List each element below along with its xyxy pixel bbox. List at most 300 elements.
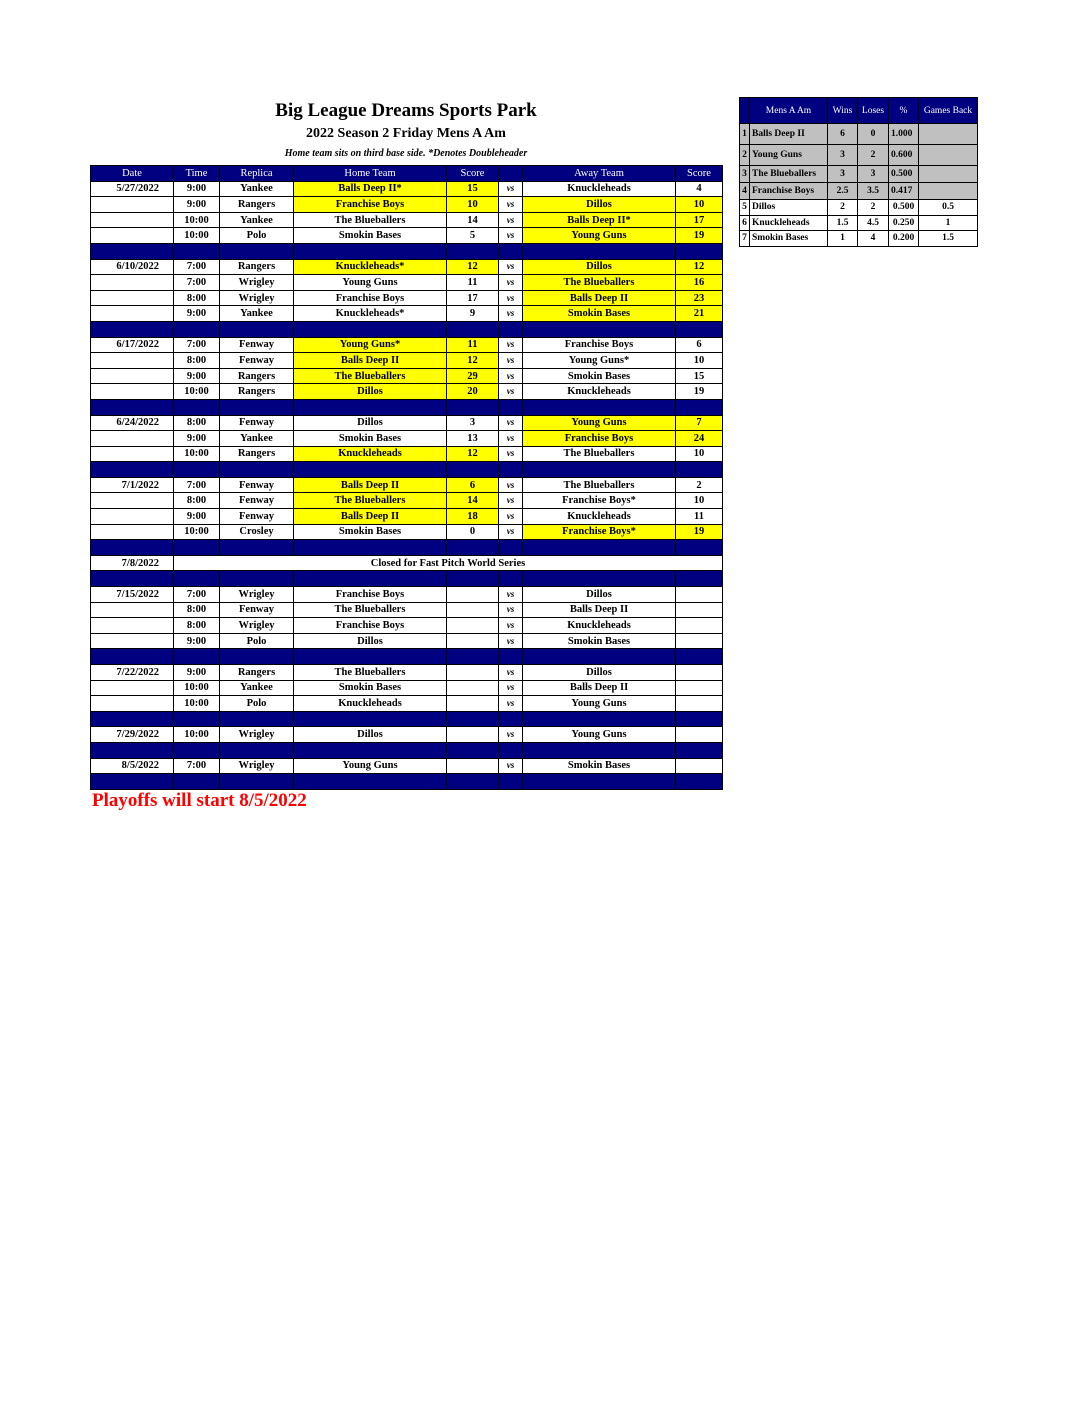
standings-team: Balls Deep II	[750, 124, 828, 145]
game-time: 8:00	[174, 290, 220, 306]
away-score: 10	[676, 493, 723, 509]
separator-cell	[220, 243, 294, 259]
page-note: Home team sits on third base side. *Denotes Doubleheader	[284, 148, 528, 159]
away-team: Franchise Boys	[523, 337, 676, 353]
standings-team: Dillos	[750, 200, 828, 216]
game-row	[91, 431, 723, 447]
separator-cell	[91, 649, 174, 665]
vs-label: vs	[499, 633, 523, 649]
week-separator-row	[91, 243, 723, 259]
home-team: The Blueballers	[294, 602, 447, 618]
standings-games-back	[919, 166, 978, 183]
standings-body	[740, 124, 978, 247]
game-date: 7/22/2022	[91, 665, 174, 681]
game-row	[91, 665, 723, 681]
game-time: 10:00	[174, 727, 220, 743]
separator-cell	[523, 571, 676, 587]
vs-label: vs	[499, 618, 523, 634]
standings-pct: 0.250	[889, 215, 919, 231]
game-time: 10:00	[174, 524, 220, 540]
game-time: 9:00	[174, 181, 220, 197]
separator-cell	[447, 321, 499, 337]
vs-label: vs	[499, 368, 523, 384]
page-header	[90, 98, 722, 163]
game-time: 9:00	[174, 306, 220, 322]
game-date: 7/15/2022	[91, 587, 174, 603]
game-date: 6/10/2022	[91, 259, 174, 275]
away-team: Knuckleheads	[523, 384, 676, 400]
standings-games-back: 1.5	[919, 231, 978, 247]
separator-cell	[174, 649, 220, 665]
vs-label: vs	[499, 290, 523, 306]
page-title: Big League Dreams Sports Park	[275, 100, 537, 121]
away-team: Dillos	[523, 665, 676, 681]
game-time: 8:00	[174, 415, 220, 431]
standings-team: Smokin Bases	[750, 231, 828, 247]
standings-wins: 2.5	[828, 183, 858, 200]
away-score: 21	[676, 306, 723, 322]
game-row	[91, 727, 723, 743]
separator-cell	[91, 742, 174, 758]
game-date	[91, 493, 174, 509]
away-team: Franchise Boys*	[523, 493, 676, 509]
game-row	[91, 602, 723, 618]
game-replica: Fenway	[220, 509, 294, 525]
separator-cell	[523, 742, 676, 758]
separator-cell	[499, 774, 523, 790]
away-team: The Blueballers	[523, 275, 676, 291]
separator-cell	[294, 243, 447, 259]
game-row	[91, 587, 723, 603]
game-row	[91, 290, 723, 306]
separator-cell	[220, 742, 294, 758]
home-team: Balls Deep II	[294, 509, 447, 525]
home-team: Knuckleheads	[294, 696, 447, 712]
standings-rank: 1	[740, 124, 750, 145]
game-row	[91, 275, 723, 291]
vs-label: vs	[499, 493, 523, 509]
standings-team: The Blueballers	[750, 166, 828, 183]
game-time: 8:00	[174, 493, 220, 509]
separator-cell	[220, 399, 294, 415]
col-header-vs	[499, 166, 523, 182]
separator-cell	[499, 321, 523, 337]
away-score: 19	[676, 524, 723, 540]
vs-label: vs	[499, 228, 523, 244]
separator-cell	[294, 774, 447, 790]
game-row	[91, 181, 723, 197]
week-separator-row	[91, 462, 723, 478]
separator-cell	[174, 571, 220, 587]
standings-rank: 7	[740, 231, 750, 247]
game-replica: Rangers	[220, 384, 294, 400]
separator-cell	[676, 321, 723, 337]
away-score	[676, 602, 723, 618]
game-date: 7/1/2022	[91, 477, 174, 493]
game-row	[91, 415, 723, 431]
week-separator-row	[91, 711, 723, 727]
week-separator-row	[91, 540, 723, 556]
standings-row	[740, 183, 978, 200]
separator-cell	[447, 774, 499, 790]
game-replica: Fenway	[220, 602, 294, 618]
separator-cell	[499, 462, 523, 478]
separator-cell	[523, 540, 676, 556]
home-team: Smokin Bases	[294, 228, 447, 244]
separator-cell	[523, 462, 676, 478]
away-team: Franchise Boys*	[523, 524, 676, 540]
game-replica: Wrigley	[220, 727, 294, 743]
game-date: 7/29/2022	[91, 727, 174, 743]
separator-cell	[523, 774, 676, 790]
game-row	[91, 618, 723, 634]
home-score: 15	[447, 181, 499, 197]
page-subtitle: 2022 Season 2 Friday Mens A Am	[306, 126, 506, 141]
standings-header-league: Mens A Am	[750, 98, 828, 124]
standings-header-rank	[740, 98, 750, 124]
standings-row	[740, 200, 978, 216]
standings-pct: 0.500	[889, 166, 919, 183]
standings-row	[740, 145, 978, 166]
game-replica: Fenway	[220, 493, 294, 509]
separator-cell	[294, 571, 447, 587]
schedule-body	[91, 181, 723, 789]
game-time: 7:00	[174, 275, 220, 291]
vs-label: vs	[499, 415, 523, 431]
separator-cell	[174, 243, 220, 259]
separator-cell	[220, 321, 294, 337]
away-team: Young Guns	[523, 696, 676, 712]
standings-pct: 0.500	[889, 200, 919, 216]
playoffs-notice: Playoffs will start 8/5/2022	[92, 790, 307, 811]
home-team: Smokin Bases	[294, 431, 447, 447]
vs-label: vs	[499, 665, 523, 681]
separator-cell	[676, 571, 723, 587]
home-team: Young Guns*	[294, 337, 447, 353]
home-score: 12	[447, 446, 499, 462]
away-score: 19	[676, 228, 723, 244]
away-team: Knuckleheads	[523, 618, 676, 634]
separator-cell	[447, 649, 499, 665]
standings-rank: 2	[740, 145, 750, 166]
col-header-away-team: Away Team	[523, 166, 676, 182]
game-date: 6/17/2022	[91, 337, 174, 353]
away-team: Young Guns	[523, 727, 676, 743]
separator-cell	[499, 243, 523, 259]
vs-label: vs	[499, 337, 523, 353]
game-date	[91, 197, 174, 213]
home-score: 17	[447, 290, 499, 306]
vs-label: vs	[499, 212, 523, 228]
vs-label: vs	[499, 353, 523, 369]
separator-cell	[294, 462, 447, 478]
separator-cell	[523, 711, 676, 727]
standings-pct: 0.200	[889, 231, 919, 247]
away-score: 17	[676, 212, 723, 228]
game-replica: Crosley	[220, 524, 294, 540]
home-score	[447, 680, 499, 696]
separator-cell	[220, 462, 294, 478]
home-team: Young Guns	[294, 758, 447, 774]
away-team: Balls Deep II	[523, 680, 676, 696]
separator-cell	[523, 649, 676, 665]
home-team: Smokin Bases	[294, 680, 447, 696]
separator-cell	[294, 399, 447, 415]
home-score: 6	[447, 477, 499, 493]
home-team: Balls Deep II*	[294, 181, 447, 197]
separator-cell	[294, 649, 447, 665]
game-time: 10:00	[174, 696, 220, 712]
game-date: 6/24/2022	[91, 415, 174, 431]
game-time: 7:00	[174, 758, 220, 774]
vs-label: vs	[499, 306, 523, 322]
home-score: 3	[447, 415, 499, 431]
home-team: Franchise Boys	[294, 618, 447, 634]
away-score: 10	[676, 446, 723, 462]
away-team: Balls Deep II*	[523, 212, 676, 228]
standings-loses: 4.5	[858, 215, 889, 231]
game-replica: Wrigley	[220, 758, 294, 774]
game-time: 8:00	[174, 618, 220, 634]
standings-row	[740, 124, 978, 145]
standings-loses: 3.5	[858, 183, 889, 200]
game-row	[91, 212, 723, 228]
game-replica: Rangers	[220, 368, 294, 384]
separator-cell	[91, 774, 174, 790]
home-team: Knuckleheads	[294, 446, 447, 462]
home-score	[447, 602, 499, 618]
game-replica: Rangers	[220, 259, 294, 275]
game-date	[91, 446, 174, 462]
game-row	[91, 353, 723, 369]
separator-cell	[174, 540, 220, 556]
game-replica: Yankee	[220, 181, 294, 197]
game-replica: Rangers	[220, 197, 294, 213]
game-replica: Rangers	[220, 446, 294, 462]
away-team: Young Guns	[523, 228, 676, 244]
week-separator-row	[91, 571, 723, 587]
game-time: 10:00	[174, 446, 220, 462]
home-team: Dillos	[294, 727, 447, 743]
schedule-header-row	[91, 166, 723, 182]
separator-cell	[174, 321, 220, 337]
game-date	[91, 228, 174, 244]
standings-row	[740, 231, 978, 247]
away-score: 4	[676, 181, 723, 197]
game-time: 7:00	[174, 337, 220, 353]
standings-games-back	[919, 183, 978, 200]
home-score: 14	[447, 212, 499, 228]
standings-rank: 3	[740, 166, 750, 183]
game-replica: Yankee	[220, 431, 294, 447]
away-score: 19	[676, 384, 723, 400]
away-score	[676, 727, 723, 743]
game-row	[91, 696, 723, 712]
game-date	[91, 353, 174, 369]
game-time: 8:00	[174, 353, 220, 369]
separator-cell	[676, 774, 723, 790]
game-date	[91, 275, 174, 291]
vs-label: vs	[499, 727, 523, 743]
separator-cell	[447, 462, 499, 478]
home-team: Young Guns	[294, 275, 447, 291]
game-replica: Wrigley	[220, 587, 294, 603]
standings-pct: 1.000	[889, 124, 919, 145]
home-team: Knuckleheads*	[294, 306, 447, 322]
game-time: 7:00	[174, 477, 220, 493]
standings-rank: 4	[740, 183, 750, 200]
game-date	[91, 212, 174, 228]
separator-cell	[220, 649, 294, 665]
game-replica: Fenway	[220, 415, 294, 431]
vs-label: vs	[499, 587, 523, 603]
vs-label: vs	[499, 477, 523, 493]
standings-games-back	[919, 124, 978, 145]
away-team: Smokin Bases	[523, 306, 676, 322]
separator-cell	[523, 399, 676, 415]
separator-cell	[499, 711, 523, 727]
closed-notice: Closed for Fast Pitch World Series	[174, 555, 723, 571]
home-score	[447, 618, 499, 634]
home-team: The Blueballers	[294, 368, 447, 384]
home-score	[447, 633, 499, 649]
away-team: Knuckleheads	[523, 509, 676, 525]
away-team: Young Guns	[523, 415, 676, 431]
standings-loses: 4	[858, 231, 889, 247]
away-team: Knuckleheads	[523, 181, 676, 197]
away-score: 16	[676, 275, 723, 291]
standings-loses: 0	[858, 124, 889, 145]
away-team: Balls Deep II	[523, 290, 676, 306]
game-date	[91, 509, 174, 525]
standings-team: Knuckleheads	[750, 215, 828, 231]
standings-games-back	[919, 145, 978, 166]
separator-cell	[499, 540, 523, 556]
col-header-replica: Replica	[220, 166, 294, 182]
game-time: 9:00	[174, 197, 220, 213]
col-header-away-score: Score	[676, 166, 723, 182]
home-team: Dillos	[294, 633, 447, 649]
home-team: Dillos	[294, 384, 447, 400]
game-time: 7:00	[174, 259, 220, 275]
separator-cell	[676, 540, 723, 556]
separator-cell	[676, 711, 723, 727]
standings-games-back: 0.5	[919, 200, 978, 216]
game-time: 9:00	[174, 633, 220, 649]
home-team: Balls Deep II	[294, 477, 447, 493]
away-team: Smokin Bases	[523, 633, 676, 649]
standings-header-row	[740, 98, 978, 124]
standings-loses: 3	[858, 166, 889, 183]
game-row	[91, 758, 723, 774]
home-score	[447, 727, 499, 743]
home-score: 29	[447, 368, 499, 384]
home-score: 9	[447, 306, 499, 322]
game-replica: Polo	[220, 228, 294, 244]
vs-label: vs	[499, 384, 523, 400]
vs-label: vs	[499, 602, 523, 618]
home-team: Dillos	[294, 415, 447, 431]
away-score: 10	[676, 197, 723, 213]
game-date	[91, 306, 174, 322]
separator-cell	[447, 243, 499, 259]
game-date	[91, 290, 174, 306]
separator-cell	[220, 571, 294, 587]
away-score: 12	[676, 259, 723, 275]
standings-header-wins: Wins	[828, 98, 858, 124]
vs-label: vs	[499, 524, 523, 540]
game-replica: Rangers	[220, 665, 294, 681]
standings-row	[740, 215, 978, 231]
game-date	[91, 602, 174, 618]
vs-label: vs	[499, 181, 523, 197]
standings-games-back: 1	[919, 215, 978, 231]
home-score: 12	[447, 259, 499, 275]
vs-label: vs	[499, 259, 523, 275]
home-team: The Blueballers	[294, 493, 447, 509]
separator-cell	[676, 399, 723, 415]
game-row	[91, 337, 723, 353]
game-replica: Fenway	[220, 353, 294, 369]
standings-team: Young Guns	[750, 145, 828, 166]
standings-header-pct: %	[889, 98, 919, 124]
away-team: Franchise Boys	[523, 431, 676, 447]
week-separator-row	[91, 321, 723, 337]
standings-header-games-back: Games Back	[919, 98, 978, 124]
away-team: Balls Deep II	[523, 602, 676, 618]
away-score: 24	[676, 431, 723, 447]
away-team: Dillos	[523, 259, 676, 275]
standings-wins: 2	[828, 200, 858, 216]
separator-cell	[676, 243, 723, 259]
game-row	[91, 524, 723, 540]
vs-label: vs	[499, 197, 523, 213]
standings-team: Franchise Boys	[750, 183, 828, 200]
away-team: Dillos	[523, 587, 676, 603]
separator-cell	[499, 742, 523, 758]
separator-cell	[91, 571, 174, 587]
home-team: The Blueballers	[294, 212, 447, 228]
game-date	[91, 696, 174, 712]
separator-cell	[91, 399, 174, 415]
game-date: 8/5/2022	[91, 758, 174, 774]
game-row	[91, 306, 723, 322]
separator-cell	[499, 649, 523, 665]
away-score	[676, 633, 723, 649]
game-replica: Wrigley	[220, 275, 294, 291]
separator-cell	[676, 462, 723, 478]
game-replica: Yankee	[220, 306, 294, 322]
away-score: 7	[676, 415, 723, 431]
separator-cell	[174, 742, 220, 758]
home-team: Franchise Boys	[294, 290, 447, 306]
home-score: 5	[447, 228, 499, 244]
standings-wins: 6	[828, 124, 858, 145]
away-score: 6	[676, 337, 723, 353]
week-separator-row	[91, 774, 723, 790]
game-time: 10:00	[174, 212, 220, 228]
home-score: 10	[447, 197, 499, 213]
game-replica: Yankee	[220, 212, 294, 228]
separator-cell	[91, 321, 174, 337]
home-score: 12	[447, 353, 499, 369]
separator-cell	[447, 711, 499, 727]
home-score: 13	[447, 431, 499, 447]
standings-row	[740, 166, 978, 183]
game-row	[91, 197, 723, 213]
separator-cell	[676, 742, 723, 758]
vs-label: vs	[499, 680, 523, 696]
